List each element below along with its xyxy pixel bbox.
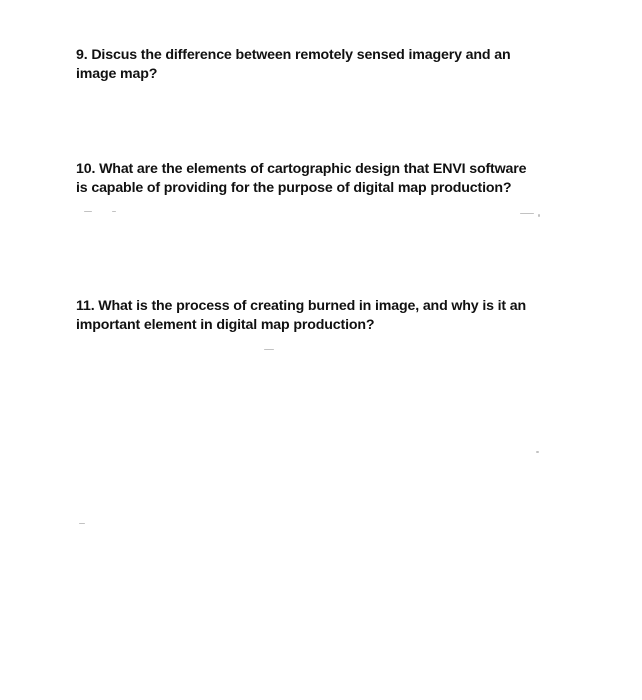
scan-artifact [538, 214, 540, 217]
question-10-line-2: is capable of providing for the purpose of digital map production? [76, 180, 512, 196]
question-10 [76, 160, 596, 198]
scan-artifact [84, 211, 92, 212]
scan-artifact [264, 349, 274, 350]
question-9 [76, 46, 596, 84]
question-9-line-2: image map? [76, 66, 158, 82]
question-11 [76, 297, 596, 335]
scan-artifact [520, 213, 534, 214]
scan-artifact [79, 523, 85, 524]
question-11-line-1: 11. What is the process of creating burned in image, and why is it an [76, 298, 527, 314]
scan-artifact [112, 211, 116, 212]
question-11-line-2: important element in digital map production? [76, 317, 375, 333]
question-9-line-1: 9. Discus the difference between remotely sensed imagery and an [76, 47, 511, 63]
scan-artifact [536, 451, 539, 453]
question-10-line-1: 10. What are the elements of cartographic design that ENVI software [76, 161, 527, 177]
